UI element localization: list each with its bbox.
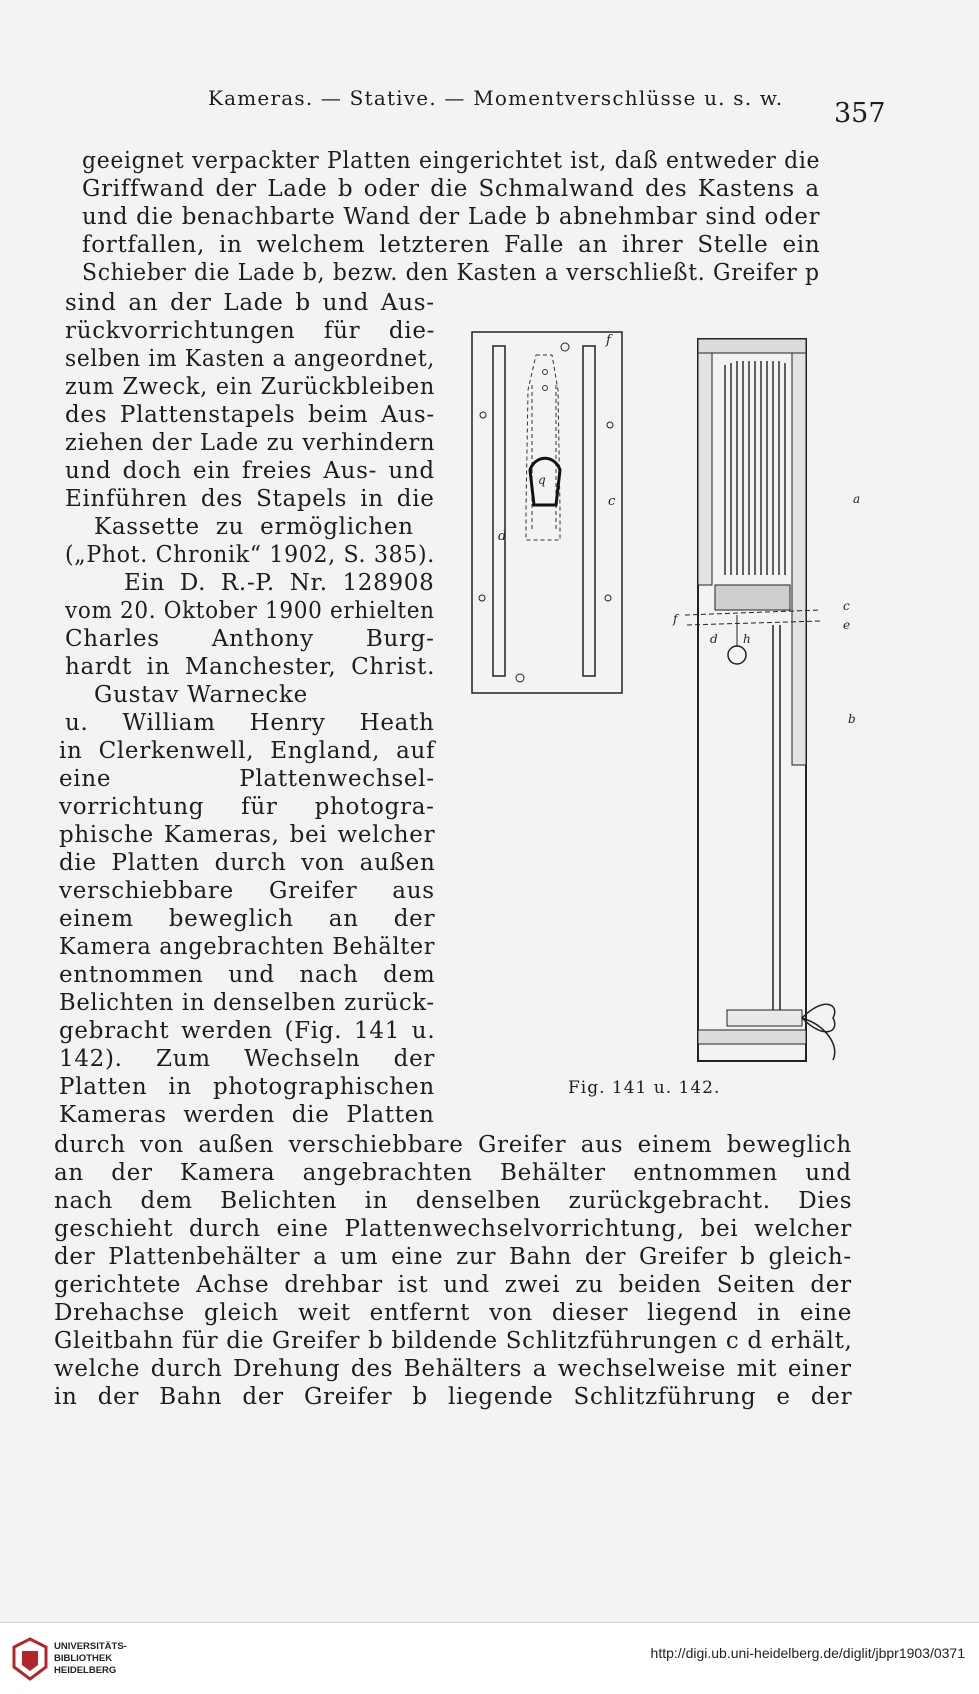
- text-line: an der Kamera angebrachten Behälter entnommen und: [54, 1160, 852, 1186]
- text-line: sind an der Lade b und Aus-: [65, 290, 435, 316]
- text-line: geeignet verpackter Platten eingerichtet ist, daß entweder die: [82, 148, 821, 174]
- text-line: hardt in Manchester, Christ.: [65, 654, 436, 680]
- text-line: Einführen des Stapels in die: [65, 486, 435, 512]
- figure-141: [470, 330, 625, 695]
- figure-caption: Fig. 141 u. 142.: [568, 1078, 721, 1098]
- text-line: der Plattenbehälter a um eine zur Bahn der Greifer b gleich-: [54, 1244, 852, 1270]
- text-line: u. William Henry Heath: [65, 710, 435, 736]
- fig142-label-d: d: [710, 632, 718, 646]
- fig141-label-f: f: [606, 333, 611, 348]
- text-line: und die benachbarte Wand der Lade b abnehmbar sind oder: [82, 204, 821, 230]
- fig142-label-e: e: [843, 618, 851, 632]
- text-line: Gustav Warnecke: [94, 682, 308, 708]
- text-line: fortfallen, in welchem letzteren Falle an ihrer Stelle ein: [82, 232, 821, 258]
- running-head: Kameras. — Stative. — Momentverschlüsse u. s. w.: [208, 86, 784, 110]
- fig142-label-b: b: [848, 712, 856, 726]
- text-line: Schieber die Lade b, bezw. den Kasten a verschließt. Greifer p: [82, 260, 820, 286]
- text-line: selben im Kasten a angeordnet,: [65, 346, 435, 372]
- text-line: Drehachse gleich weit entfernt von dieser liegend in eine: [54, 1300, 853, 1326]
- fig142-label-f: f: [673, 612, 678, 626]
- text-line: einem beweglich an der: [59, 906, 436, 932]
- source-url[interactable]: http://digi.ub.uni-heidelberg.de/diglit/jbpr1903/0371: [650, 1645, 965, 1661]
- text-line: vom 20. Oktober 1900 erhielten: [65, 598, 435, 624]
- text-line: die Platten durch von außen: [59, 850, 436, 876]
- text-line: gebracht werden (Fig. 141 u.: [59, 1018, 436, 1044]
- text-line: entnommen und nach dem: [59, 962, 436, 988]
- text-line: in Clerkenwell, England, auf: [59, 738, 436, 764]
- text-line: Griffwand der Lade b oder die Schmalwand des Kastens a: [82, 176, 820, 202]
- figure-142: [665, 325, 865, 1075]
- text-line: verschiebbare Greifer aus: [59, 878, 435, 904]
- text-line: Kamera angebrachten Behälter: [59, 934, 436, 960]
- text-line: welche durch Drehung des Behälters a wechselweise mit einer: [54, 1356, 852, 1382]
- library-name: UNIVERSITÄTS- BIBLIOTHEK HEIDELBERG: [54, 1641, 127, 1676]
- text-line: in der Bahn der Greifer b liegende Schlitzführung e der: [54, 1384, 853, 1410]
- text-line: gerichtete Achse drehbar ist und zwei zu beiden Seiten der: [54, 1272, 852, 1298]
- text-line: und doch ein freies Aus- und: [65, 458, 435, 484]
- fig141-label-q: q: [538, 473, 546, 487]
- fig142-label-h: h: [743, 632, 751, 646]
- text-line: Kassette zu ermöglichen: [94, 514, 414, 540]
- text-line: nach dem Belichten in denselben zurückgebracht. Dies: [54, 1188, 853, 1214]
- text-line: Ein D. R.-P. Nr. 128908: [124, 570, 435, 596]
- text-line: Platten in photographischen: [59, 1074, 435, 1100]
- fig141-label-c: c: [608, 494, 616, 509]
- text-line: geschieht durch eine Plattenwechselvorrichtung, bei welcher: [54, 1216, 852, 1242]
- text-line: Kameras werden die Platten: [59, 1102, 435, 1128]
- text-line: zum Zweck, ein Zurückbleiben: [65, 374, 436, 400]
- fig142-label-c: c: [843, 599, 850, 613]
- page-number: 357: [834, 98, 886, 129]
- text-line: eine Plattenwechsel-: [59, 766, 435, 792]
- university-seal-icon: [10, 1637, 50, 1681]
- text-line: Belichten in denselben zurück-: [59, 990, 435, 1016]
- text-line: durch von außen verschiebbare Greifer aus einem beweglich: [54, 1132, 852, 1158]
- text-line: vorrichtung für photogra-: [59, 794, 435, 820]
- text-line: Gleitbahn für die Greifer b bildende Schlitzführungen c d erhält,: [54, 1328, 853, 1354]
- text-line: („Phot. Chronik“ 1902, S. 385).: [65, 542, 435, 568]
- text-line: Charles Anthony Burg-: [65, 626, 435, 652]
- text-line: 142). Zum Wechseln der: [59, 1046, 436, 1072]
- fig142-label-a: a: [853, 492, 861, 506]
- text-line: phische Kameras, bei welcher: [59, 822, 436, 848]
- text-line: ziehen der Lade zu verhindern: [65, 430, 436, 456]
- fig141-label-d: d: [498, 529, 507, 544]
- text-line: des Plattenstapels beim Aus-: [65, 402, 435, 428]
- text-line: rückvorrichtungen für die-: [65, 318, 436, 344]
- library-footer: [0, 1622, 979, 1694]
